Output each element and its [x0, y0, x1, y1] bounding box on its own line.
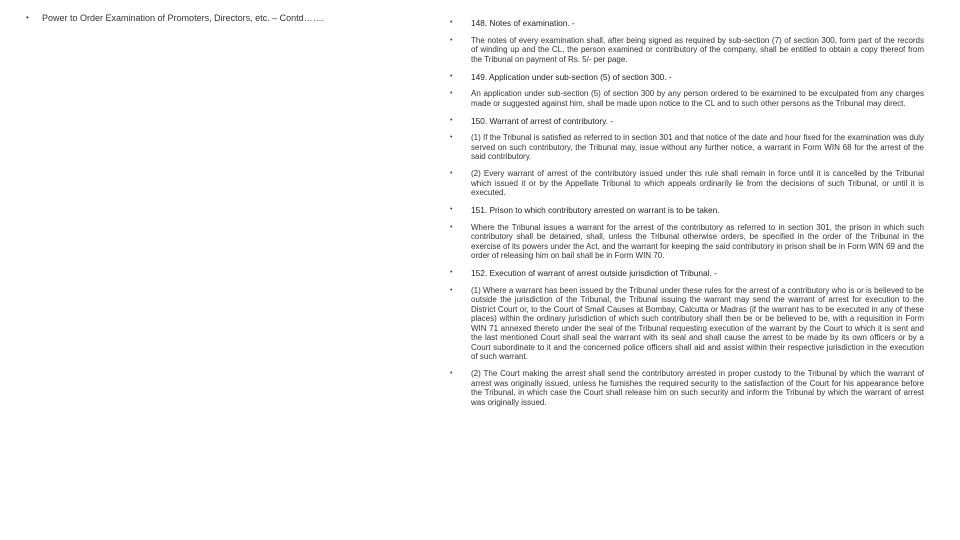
list-item — [450, 369, 924, 407]
rule-paragraph: The notes of every examination shall, after being signed as required by sub-section (7) of section 300, form part of the records of winding up and the CL, the person examined or contributory of the company, shall be entitled to obtain a copy thereof from the Tribunal on payment of Rs. 5/- per page. — [471, 35, 924, 64]
bullet-icon: • — [450, 134, 453, 141]
list-item — [450, 169, 924, 198]
bullet-icon: • — [450, 370, 453, 377]
rule-heading: 148. Notes of examination. - — [471, 18, 575, 28]
list-item — [450, 133, 924, 162]
list-item — [450, 223, 924, 261]
list-item — [450, 72, 924, 82]
left-column — [26, 12, 426, 24]
bullet-icon: • — [450, 36, 453, 44]
bullet-icon: • — [450, 116, 453, 124]
list-item — [450, 89, 924, 108]
list-item — [450, 268, 924, 278]
bullet-icon: • — [450, 90, 453, 97]
rule-paragraph: (1) Where a warrant has been issued by the Tribunal under these rules for the arrest of a contributory who is or is believed to be outside the jurisdiction of the Tribunal, the Tribunal issuing the warrant may send the warrant of arrest for execution to the District Court or, to the Court of Small Causes at Bombay, Calcutta or Madras (if the warrant has to be executed in any of these places) within the ordinary jurisdiction of which such contributory shall then be or be believed to be, with a requisition in Form WIN 71 annexed thereto under the seal of the Tribunal requesting execution of the warrant by the Court to which it is sent and the last mentioned Court shall seal the warrant with its seal and shall cause the arrest to be made by its own officers or by a Court subordinate to it and the concerned police officers shall aid and assist within their respective jurisdiction in the execution of such warrant. — [471, 285, 924, 361]
rule-paragraph: Where the Tribunal issues a warrant for the arrest of the contributory as referred to in section 301, the prison in which such contributory shall be detained, shall, unless the Tribunal otherwise orders, be specified in the order of the Tribunal in the exercise of its powers under the Act, and the warrant for keeping the said contributory in prison shall be in Form WIN 69 and the order of releasing him on bail shall be in Form WIN 70. — [471, 222, 924, 260]
list-item — [450, 205, 924, 215]
rule-heading: 152. Execution of warrant of arrest outside jurisdiction of Tribunal. - — [471, 268, 717, 278]
list-item — [450, 286, 924, 362]
list-item — [450, 18, 924, 28]
bullet-icon: • — [450, 223, 453, 231]
rule-paragraph: An application under sub-section (5) of section 300 by any person ordered to be examined to be exculpated from any charges made or suggested against him, shall be made upon notice to the CL and to such other persons as the Tribunal may direct. — [471, 89, 924, 108]
left-bullet-item — [26, 12, 426, 24]
bullet-icon: • — [450, 72, 453, 80]
right-column — [450, 18, 924, 415]
list-item — [450, 116, 924, 126]
rule-paragraph: (1) If the Tribunal is satisfied as referred to in section 301 and that notice of the date and hour fixed for the examination was duly served on such contributory, the Tribunal may, issue without any further notice, a warrant in Form WIN 68 for the arrest of the said contributory. — [471, 133, 924, 161]
slide-title: Power to Order Examination of Promoters, Directors, etc. – Contd……. — [42, 13, 325, 23]
rule-heading: 149. Application under sub-section (5) of section 300. - — [471, 71, 672, 82]
rule-paragraph: (2) The Court making the arrest shall send the contributory arrested in proper custody to the Tribunal by which the warrant of arrest was originally issued, unless he furnishes the required security to the satisfaction of the Court for his appearance before the Tribunal, in which case the Court shall release him on such security and inform the Tribunal by which the warrant of arrest was originally issued. — [471, 369, 924, 407]
list-item — [450, 36, 924, 65]
bullet-icon: • — [450, 170, 453, 177]
bullet-icon: • — [450, 19, 453, 26]
rule-paragraph: (2) Every warrant of arrest of the contributory issued under this rule shall remain in force until it is cancelled by the Tribunal which issued it or by the Appellate Tribunal to which appeals ordinarily lie from the decisions of such Tribunal, or until it is executed. — [471, 169, 924, 197]
bullet-icon: • — [450, 269, 453, 276]
bullet-icon: • — [450, 206, 453, 213]
rule-heading: 151. Prison to which contributory arrested on warrant is to be taken. — [471, 205, 720, 215]
bullet-icon: • — [450, 286, 453, 294]
rule-heading: 150. Warrant of arrest of contributory. - — [471, 115, 614, 126]
bullet-icon: • — [26, 13, 29, 22]
